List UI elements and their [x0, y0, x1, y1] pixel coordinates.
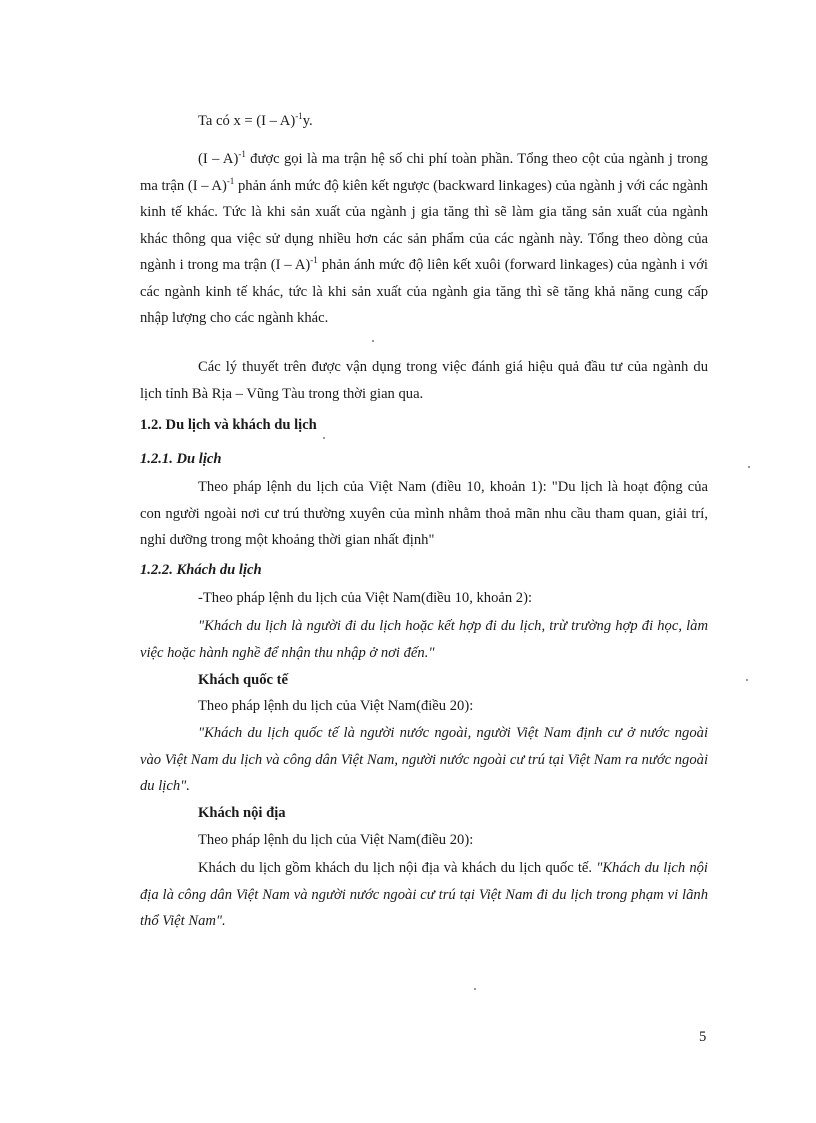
scan-speck [746, 679, 748, 681]
domestic-quote-text: "Khách du lịch nội địa là công dân Việt Nam và người nước ngoài cư trú tại Việt Nam đi du lịch trong phạm vi lãnh thổ Việt Nam". [140, 860, 708, 929]
domestic-heading: Khách nội địa [198, 805, 286, 821]
para1-exp-2: -1 [226, 175, 235, 186]
subsection-1-body [140, 474, 708, 554]
intl-heading: Khách quốc tế [198, 672, 288, 688]
formula-lead: Ta có x = (I – A) [198, 113, 296, 129]
domestic-body [140, 855, 708, 935]
subsection-1-heading: 1.2.1. Du lịch [140, 451, 222, 467]
intl-intro: Theo pháp lệnh du lịch của Việt Nam(điều 20): [198, 698, 474, 714]
formula-tail: y. [302, 113, 313, 129]
page-number: 5 [699, 1029, 707, 1045]
para1-text-a: (I – A) [198, 151, 239, 167]
sub2-quote [140, 613, 708, 666]
para1-text-d: phản ánh mức độ liên kết xuôi (forward linkages) của ngành i với các ngành kinh tế khác, tức là khi sản xuất của ngành gia tăng thì sẽ tăng khả năng cung cấp nhập lượng cho các ngành khác. [140, 257, 708, 326]
formula-line [198, 108, 313, 135]
scan-speck [748, 466, 750, 468]
domestic-plain-text: Khách du lịch gồm khách du lịch nội địa và khách du lịch quốc tế. [198, 860, 597, 876]
paragraph-matrix [140, 146, 708, 332]
intl-quote [140, 720, 708, 800]
scan-speck [372, 340, 374, 342]
sub2-quote-text: "Khách du lịch là người đi du lịch hoặc kết hợp đi du lịch, trừ trường hợp đi học, làm việc hoặc hành nghề để nhận thu nhập ở nơi đến." [140, 618, 708, 661]
para1-text-c: phản ánh mức độ kiên kết ngược (backward linkages) của ngành j với các ngành kinh tế khác. Tức là khi sản xuất của ngành j gia tăng thì sẽ làm gia tăng sản xuất của ngành khác thông qua việc sử dụng nhiều hơn các sản phẩm của các ngành này. Tổng theo dòng của ngành i trong ma trận (I – A) [140, 177, 708, 273]
para1-text-b: được gọi là ma trận hệ số chi phí toàn phần. Tổng theo cột của ngành j trong ma trận (I – A) [140, 151, 708, 194]
formula-exponent: -1 [295, 111, 303, 121]
section-heading: 1.2. Du lịch và khách du lịch [140, 417, 317, 433]
subsection-2-heading: 1.2.2. Khách du lịch [140, 562, 262, 578]
domestic-intro: Theo pháp lệnh du lịch của Việt Nam(điều 20): [198, 832, 474, 848]
sub1-body-text: Theo pháp lệnh du lịch của Việt Nam (điều 10, khoản 1): "Du lịch là hoạt động của con người ngoài nơi cư trú thường xuyên của mình nhằm thoả mãn nhu cầu tham quan, giải trí, nghỉ dưỡng trong một khoảng thời gian nhất định" [140, 479, 708, 548]
scan-speck [323, 437, 325, 439]
sub2-intro: -Theo pháp lệnh du lịch của Việt Nam(điều 10, khoản 2): [198, 590, 533, 606]
para1-exp-1: -1 [238, 149, 246, 159]
para2-text: Các lý thuyết trên được vận dụng trong việc đánh giá hiệu quả đầu tư của ngành du lịch tỉnh Bà Rịa – Vũng Tàu trong thời gian qua. [140, 359, 708, 402]
intl-quote-text: "Khách du lịch quốc tế là người nước ngoài, người Việt Nam định cư ở nước ngoài vào Việt Nam du lịch và công dân Việt Nam, người nước ngoài cư trú tại Việt Nam ra nước ngoài du lịch". [140, 725, 708, 794]
scan-speck [474, 988, 476, 990]
para1-exp-3: -1 [310, 255, 318, 265]
paragraph-application [140, 354, 708, 407]
